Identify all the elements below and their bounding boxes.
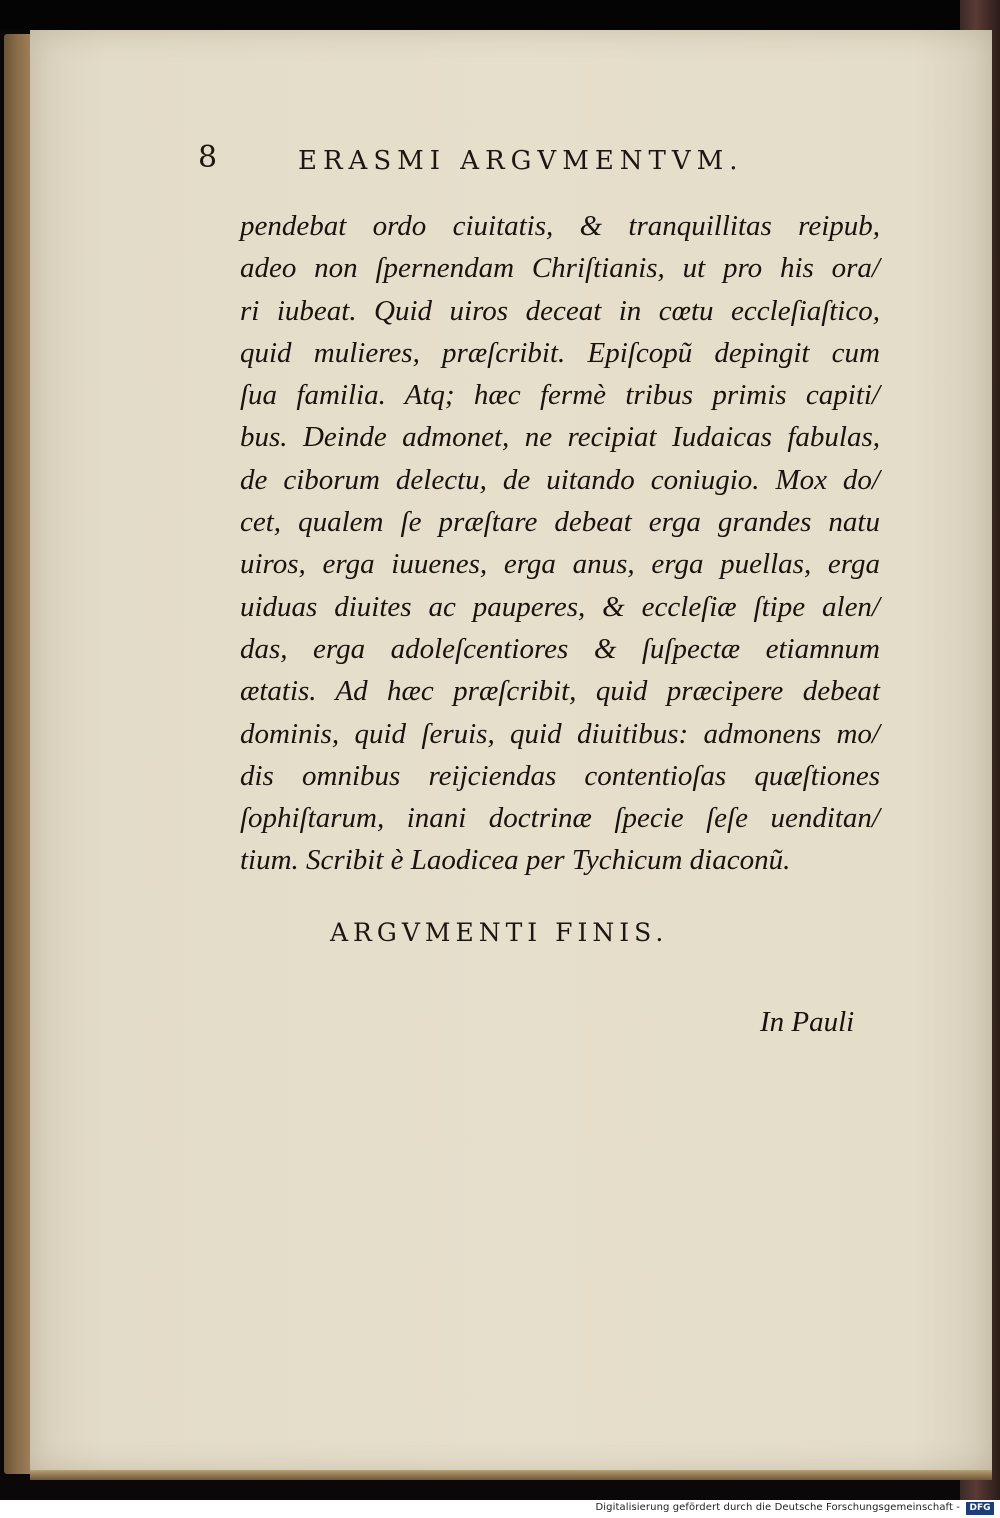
text-line: uiduas diuites ac pauperes, & eccleſiæ ſtipe alen/ [240, 590, 880, 623]
text-line: ſophiſtarum, inani doctrinæ ſpecie ſeſe uenditan/ [240, 802, 880, 835]
section-closing: ARGVMENTI FINIS. [330, 918, 669, 947]
text-line: cet, qualem ſe præſtare debeat erga grandes natu [240, 506, 880, 539]
text-line: de ciborum delectu, de uitando coniugio. Mox do/ [240, 463, 880, 496]
text-line: dis omnibus reijciendas contentioſas quæſtiones [240, 759, 880, 792]
text-line: ſua familia. Atq; hæc fermè tribus primis capiti/ [240, 379, 880, 412]
text-line: tium. Scribit è Laodicea per Tychicum diaconũ. [240, 844, 791, 877]
text-line: uiros, erga iuuenes, erga anus, erga puellas, erga [240, 548, 880, 581]
dfg-logo-icon: DFG [966, 1502, 994, 1515]
text-line: bus. Deinde admonet, ne recipiat Iudaicas fabulas, [240, 421, 880, 454]
text-line: das, erga adoleſcentiores & ſuſpectæ etiamnum [240, 632, 880, 665]
page-number: 8 [198, 140, 218, 175]
text-line: dominis, quid ſeruis, quid diuitibus: admonens mo/ [240, 717, 880, 750]
text-line: pendebat ordo ciuitatis, & tranquillitas reipub, [240, 210, 880, 242]
funding-credit: Digitalisierung gefördert durch die Deutsche Forschungsgemeinschaft - [595, 1502, 960, 1513]
page-bottom-edge [30, 1470, 992, 1480]
text-line: ri iubeat. Quid uiros deceat in cœtu eccleſiaſtico, [240, 294, 880, 327]
text-line: ætatis. Ad hæc præſcribit, quid præcipere debeat [240, 675, 880, 708]
running-head: ERASMI ARGVMENTVM. [298, 146, 744, 176]
text-line: adeo non ſpernendam Chriſtianis, ut pro his ora/ [240, 252, 880, 285]
scan-background-top [0, 0, 1000, 30]
catchword: In Pauli [760, 1006, 855, 1038]
text-line: quid mulieres, præſcribit. Epiſcopũ depingit cum [240, 336, 880, 369]
body-text [240, 205, 880, 882]
